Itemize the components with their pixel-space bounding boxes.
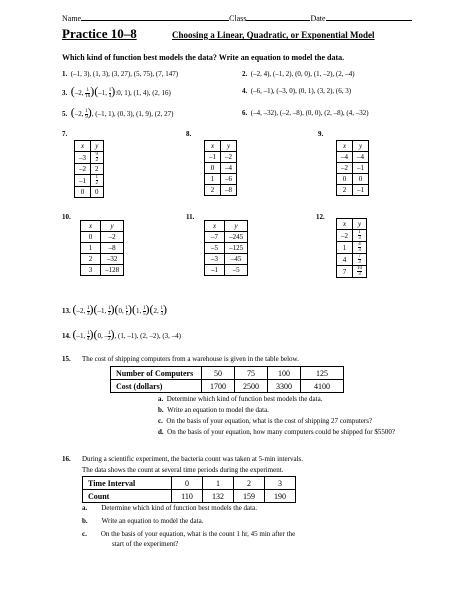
problem-10-num: 10. (62, 213, 71, 221)
y-head: y (91, 141, 104, 152)
table-7: x y –3 $\frac{9}{2}$ –2 2 –1 $\frac{1}{2}$ 0 0 (74, 140, 104, 198)
problem-8-num: 8. (186, 130, 192, 138)
q15-d: d. On the basis of your equation, how many computers could be shipped for $5500? (158, 428, 395, 436)
problem-14: 14. (–1, $\frac{1}{4}$ )(0, – $\frac{1}{2}$ ), (1, –1), (2, –2), (3, –4) (62, 327, 181, 342)
q16-a: a. Determine which kind of function best models the data. (82, 504, 257, 512)
date-label: Date (310, 14, 326, 23)
problem-1: 1. (–1, 3), (1, 3), (3, 27), (5, 75), (7, 147) (62, 70, 179, 78)
problem-6: 6. (–4, –32), (–2, –8), (0, 0), (2, –8), (4, –32) (242, 109, 369, 117)
problem-12-num: 12. (316, 213, 325, 221)
q15-num: 15. (62, 355, 71, 363)
table-12: x y –2 $\frac{1}{3}$ 1 $\frac{4}{3}$ 4 $\frac{7}{3}$ 7 $\frac{10}{3}$ (336, 218, 367, 278)
problem-5: 5. (–2, $\frac{1}{9}$ ), (–1, 1), (0, 3), (1, 9), (2, 27) (62, 105, 174, 120)
problem-13: 13. (–2, $\frac{1}{3}$ )(–1, $\frac{1}{2}$ )(0, $\frac{1}{1}$ )(1, $\frac{1}{5}$ )(2, $\frac{1}{3}$ ) (62, 302, 167, 317)
name-line (62, 12, 412, 23)
name-label: Name (62, 14, 82, 23)
q16-num: 16. (62, 455, 71, 463)
problem-9-num: 9. (318, 130, 324, 138)
q16-b: b. Write an equation to model the data. (82, 517, 204, 525)
problem-7-num: 7. (62, 130, 68, 138)
practice-title: Practice 10–8 (62, 26, 137, 41)
q15-c: c. On the basis of your equation, what is the cost of shipping 27 computers? (158, 417, 373, 425)
q15-table: Number of Computers 50 75 100 125 Cost (dollars) 1700 2500 3300 4100 (110, 366, 344, 393)
table-8: x y –1 –2 0 –4 1 –6 2 –8 (204, 140, 237, 196)
q16-stem-1: During a scientific experiment, the bacteria count was taken at 5-min intervals. (82, 455, 304, 463)
x-head: x (75, 141, 91, 152)
q15-stem: The cost of shipping computers from a warehouse is given in the table below. (82, 355, 299, 363)
class-label: Class (229, 14, 247, 23)
q16-table: Time Interval 0 1 2 3 Count 110 132 159 190 (82, 476, 296, 503)
problem-3: 3. (–2, $\frac{1}{16}$ )(–1, $\frac{1}{4}$ ):0, 1), (1, 4), (2, 16) (62, 84, 171, 99)
name-blank[interactable] (81, 12, 229, 21)
q16-c-cont: start of the experiment? (112, 540, 179, 548)
q16-c: c. On the basis of your equation, what is the count 1 hr, 45 min after the (82, 530, 296, 538)
q16-stem-2: The data shows the count at several time periods during the experiment. (82, 466, 284, 474)
problem-11-num: 11. (186, 213, 195, 221)
table-11: x y –7 –245 –5 –125 –3 –45 –1 –5 (204, 220, 248, 276)
class-blank[interactable] (246, 12, 310, 21)
q15-b: b. Write an equation to model the data. (158, 406, 269, 414)
table-10: x y 0 –2 1 –8 2 –32 3 –128 (80, 220, 124, 276)
instructions: Which kind of function best models the data? Write an equation to model the data. (62, 53, 345, 62)
problem-2: 2. (–2, 4), (–1, 2), (0, 0), (1, –2), (2, –4) (242, 70, 355, 78)
table-9: x y –4 –4 –2 –1 0 0 2 –1 (336, 140, 369, 196)
date-blank[interactable] (326, 12, 412, 21)
practice-subtitle: Choosing a Linear, Quadratic, or Exponential Model (172, 30, 375, 40)
q15-a: a. Determine which kind of function best models the data. (158, 395, 323, 403)
problem-4: 4. (–6, –1), (–3, 0), (0, 1), (3, 2), (6, 3) (242, 87, 352, 95)
